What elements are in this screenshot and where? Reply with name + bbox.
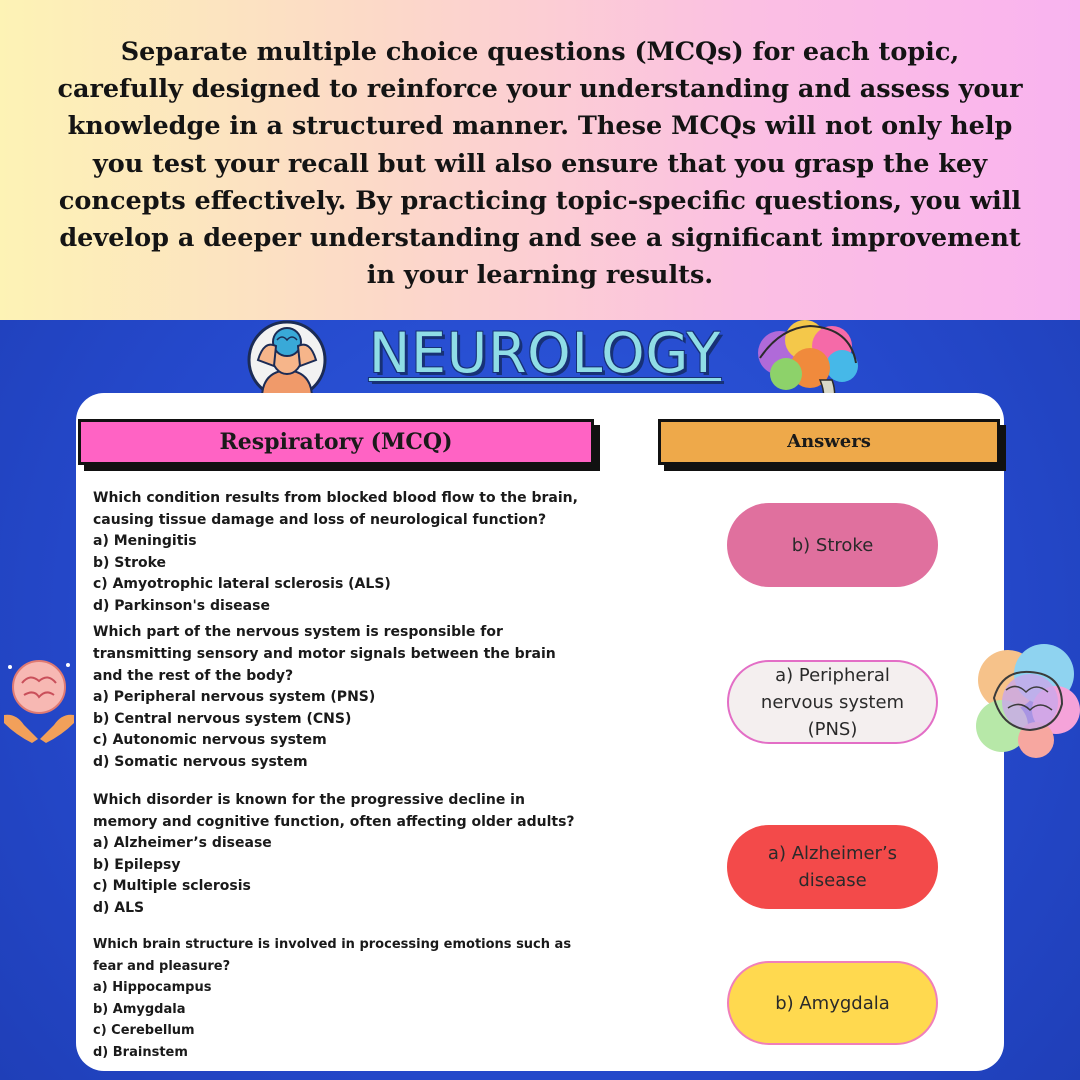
option: d) Parkinson's disease bbox=[93, 597, 270, 614]
option: c) Autonomic nervous system bbox=[93, 732, 327, 748]
intro-banner bbox=[0, 0, 1080, 320]
option: a) Meningitis bbox=[93, 533, 197, 549]
brain-in-hands-icon bbox=[2, 655, 76, 745]
option: a) Hippocampus bbox=[93, 980, 212, 995]
question-stem: Which disorder is known for the progressive decline in memory and cognitive function, often affecting older adults? bbox=[93, 792, 575, 830]
brain-bubbles-icon bbox=[972, 640, 1080, 762]
questions-header: Respiratory (MCQ) bbox=[78, 419, 594, 465]
answer-pill-2: a) Peripheral nervous system (PNS) bbox=[727, 660, 938, 744]
answers-header: Answers bbox=[658, 419, 1000, 465]
question-stem: Which brain structure is involved in processing emotions such as fear and pleasure? bbox=[93, 937, 572, 974]
headache-person-icon bbox=[244, 320, 330, 400]
intro-text: Separate multiple choice questions (MCQs) for each topic, carefully designed to reinforce your understanding and assess your knowledge in a structured manner. These MCQs will not only help you test your recall but will also ensure that you grasp the key concepts effectively. By practicing topic-specific questions, you will develop a deeper understanding and see a significant improvement in your learning results. bbox=[57, 37, 1023, 291]
option: b) Epilepsy bbox=[93, 856, 181, 873]
question-1 bbox=[93, 487, 593, 617]
option: c) Amyotrophic lateral sclerosis (ALS) bbox=[93, 576, 391, 592]
question-2 bbox=[93, 621, 573, 773]
option: a) Alzheimer’s disease bbox=[93, 835, 272, 851]
answer-pill-4: b) Amygdala bbox=[727, 961, 938, 1045]
answer-pill-3: a) Alzheimer’s disease bbox=[727, 825, 938, 909]
option: d) Brainstem bbox=[93, 1044, 188, 1060]
option: b) Amygdala bbox=[93, 1001, 186, 1017]
question-stem: Which condition results from blocked blood flow to the brain, causing tissue damage and loss of neurological function? bbox=[93, 490, 578, 528]
option: a) Peripheral nervous system (PNS) bbox=[93, 689, 376, 705]
option: b) Stroke bbox=[93, 554, 167, 571]
page-title: NEUROLOGY bbox=[368, 321, 722, 385]
question-4 bbox=[93, 934, 593, 1063]
question-3 bbox=[93, 789, 593, 919]
question-stem: Which part of the nervous system is responsible for transmitting sensory and motor signals between the brain and the rest of the body? bbox=[93, 624, 556, 684]
option: d) Somatic nervous system bbox=[93, 753, 308, 770]
option: c) Multiple sclerosis bbox=[93, 878, 251, 894]
option: d) ALS bbox=[93, 899, 145, 916]
answer-pill-1: b) Stroke bbox=[727, 503, 938, 587]
option: b) Central nervous system (CNS) bbox=[93, 710, 352, 727]
option: c) Cerebellum bbox=[93, 1023, 195, 1038]
